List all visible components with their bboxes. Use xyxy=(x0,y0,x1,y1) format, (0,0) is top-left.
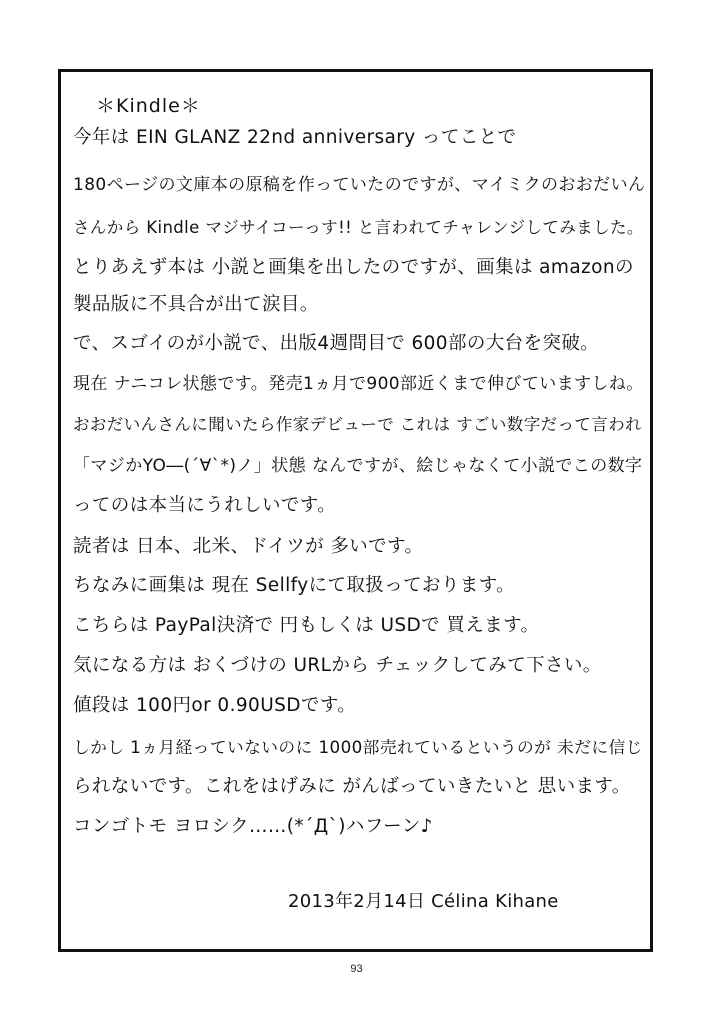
text-line: 気になる方は おくづけの URLから チェックしてみて下さい。 xyxy=(73,655,602,676)
text-line: こちらは PayPal決済で 円もしくは USDで 買えます。 xyxy=(73,615,540,636)
text-line: 「マジかYO―(´∀`*)ノ」状態 なんですが、絵じゃなくて小説でこの数字 xyxy=(73,456,643,476)
signature-date: 2013年2月14日 Célina Kihane xyxy=(288,891,559,912)
text-line: 値段は 100円or 0.90USDです。 xyxy=(73,695,357,716)
text-line: 今年は EIN GLANZ 22nd anniversary ってことで xyxy=(73,127,517,148)
text-line: で、スゴイのが小説で、出版4週間目で 600部の大台を突破。 xyxy=(73,333,600,354)
text-line: しかし 1ヵ月経っていないのに 1000部売れているというのが 未だに信じ xyxy=(73,737,643,757)
text-line: られないです。これをはげみに がんばっていきたいと 思います。 xyxy=(73,776,631,797)
text-line: コンゴトモ ヨロシク……(*´Д`)ハフーン♪ xyxy=(73,816,433,837)
text-line: ってのは本当にうれしいです。 xyxy=(73,495,337,516)
text-line: 180ページの文庫本の原稿を作っていたのですが、マイミクのおおだいん xyxy=(73,175,646,195)
text-line: 現在 ナニコレ状態です。発売1ヵ月で900部近くまで伸びていますしね。 xyxy=(73,374,644,394)
text-line: さんから Kindle マジサイコーっす!! と言われてチャレンジしてみました。 xyxy=(73,218,644,237)
text-line: おおだいんさんに聞いたら作家デビューで これは すごい数字だって言われ xyxy=(73,415,642,434)
document-title: ＊Kindle＊ xyxy=(96,95,201,117)
text-line: 読者は 日本、北米、ドイツが 多いです。 xyxy=(73,536,424,557)
page-number: 93 xyxy=(350,963,363,975)
text-line: ちなみに画集は 現在 Sellfyにて取扱っております。 xyxy=(73,575,516,596)
text-line: とりあえず本は 小説と画集を出したのですが、画集は amazonの xyxy=(73,257,634,278)
text-line: 製品版に不具合が出て涙目。 xyxy=(73,294,319,315)
